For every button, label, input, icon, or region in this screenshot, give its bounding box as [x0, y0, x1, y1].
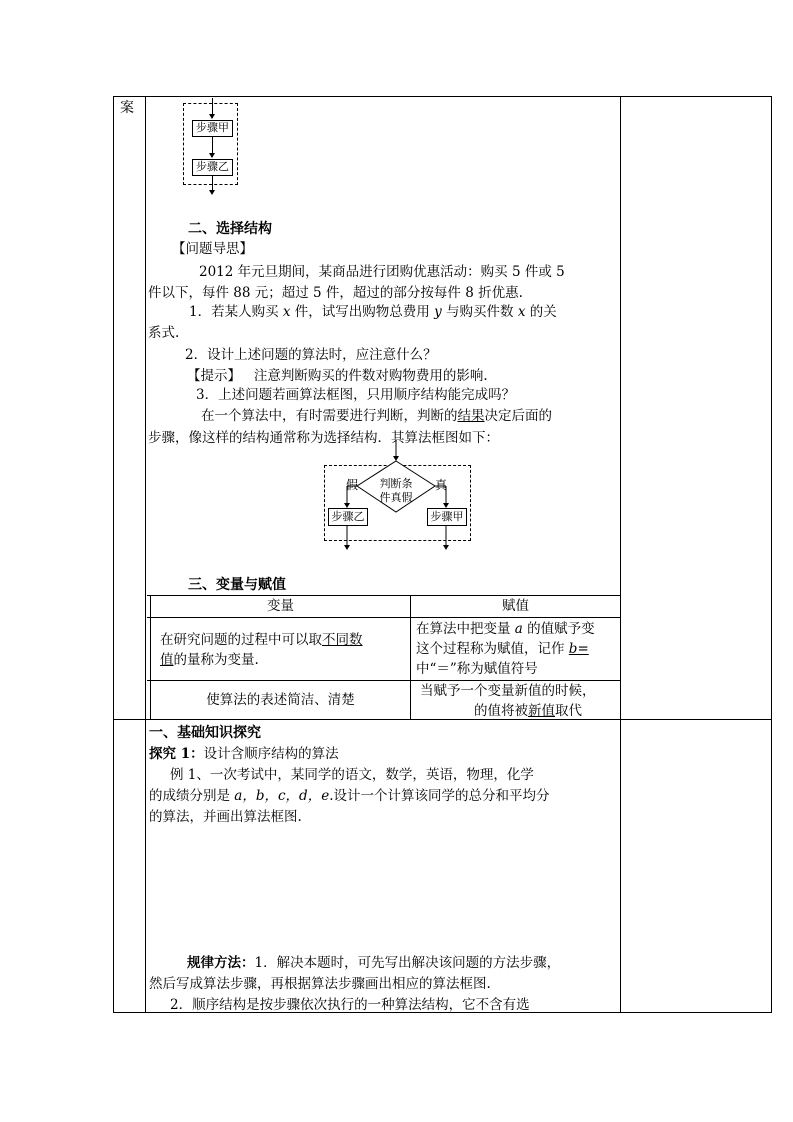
arrow-down-icon [209, 114, 215, 119]
text-span: 件，试写出购物总费用 [290, 304, 435, 320]
decision-line: 件真假 [379, 491, 413, 504]
rule-line: 然后写成算法步骤，再根据算法步骤画出相应的算法框图. [149, 976, 491, 992]
left-column-label: 案 [120, 100, 134, 116]
var-a: a [514, 621, 523, 637]
table-cell [411, 681, 620, 721]
underlined-text: 新值 [528, 703, 555, 719]
text-span: 的成绩分别是 [149, 788, 235, 804]
section-title-variables: 三、变量与赋值 [188, 577, 286, 593]
example-line: 例 1、一次考试中，某同学的语文，数学，英语，物理，化学 [170, 767, 534, 783]
var-x: x [517, 304, 526, 320]
problem-guide-label: 【问题导思】 [172, 241, 253, 257]
var-x: x [282, 304, 291, 320]
step-b-box: 步骤乙 [192, 159, 233, 176]
table-cell [416, 619, 620, 679]
text-span: 的值赋予变 [522, 621, 595, 637]
text-line: 当赋予一个变量新值的时候， [420, 683, 596, 699]
paragraph-line: 件以下，每件 88 元；超过 5 件，超过的部分按每件 8 折优惠. [148, 285, 523, 301]
table-cell [151, 630, 410, 670]
decision-line: 判断条 [379, 477, 413, 490]
paragraph-line: 2012 年元旦期间，某商品进行团购优惠活动：购买 5 件或 5 [199, 264, 565, 280]
underlined-text: b= [568, 641, 589, 657]
var-y: y [434, 304, 442, 320]
text-line: 中“＝”称为赋值符号 [416, 661, 538, 677]
text-span: 在一个算法中，有时需要进行判断，判断的 [201, 408, 458, 424]
text-span: 的量称为变量. [173, 652, 259, 668]
text-span: 在研究问题的过程中可以取 [160, 632, 322, 648]
rule-line: 2．顺序结构是按步骤依次执行的一种算法结构，它不含有选 [170, 997, 530, 1013]
explore-text: 设计含顺序结构的算法 [203, 746, 339, 762]
text-span: 的值将被 [474, 703, 528, 719]
question-1 [189, 303, 557, 321]
hint [187, 367, 488, 385]
question-1-cont: 系式. [148, 325, 180, 341]
text-span: 在算法中把变量 [416, 621, 515, 637]
selection-paragraph-cont: 步骤，像这样的结构通常称为选择结构．其算法框图如下： [148, 430, 499, 446]
step-a-box: 步骤甲 [192, 120, 233, 137]
explore-label: 探究 1： [149, 746, 204, 762]
example-line [149, 787, 549, 805]
step-a-box: 步骤甲 [427, 508, 467, 526]
arrow-down-icon [209, 153, 215, 158]
score-variables: a，b，c，d，e [234, 788, 330, 804]
arrow-down-icon [209, 190, 215, 195]
hint-text: 注意判断购买的件数对购物费用的影响. [253, 368, 488, 384]
hint-label: 【提示】 [187, 368, 241, 384]
true-branch-label: 真 [435, 478, 448, 492]
underlined-text: 不同数 [322, 632, 363, 648]
rule-method [187, 954, 560, 972]
underlined-text: 结果 [457, 408, 485, 424]
step-b-box: 步骤乙 [328, 508, 368, 526]
text-span: 这个过程称为赋值，记作 [416, 641, 569, 657]
text-span: 决定后面的 [484, 408, 552, 424]
decision-label [366, 477, 426, 505]
table-cell: 使算法的表述简洁、清楚 [206, 692, 355, 708]
explore-1 [149, 745, 339, 763]
text-span: 1．若某人购买 [189, 304, 283, 320]
table-header-variable: 变量 [267, 598, 294, 614]
section-title-selection: 二、选择结构 [188, 221, 272, 237]
text-span: 的关 [525, 304, 557, 320]
text-span: .设计一个计算该同学的总分和平均分 [329, 788, 550, 804]
text-span: 与购买件数 [441, 304, 518, 320]
text-span: 取代 [555, 703, 582, 719]
selection-paragraph [201, 407, 552, 425]
rule-text: 1．解决本题时，可先写出解决该问题的方法步骤， [254, 955, 561, 971]
rule-label: 规律方法： [187, 955, 255, 971]
example-line: 的算法，并画出算法框图. [149, 809, 302, 825]
question-2: 2．设计上述问题的算法时，应注意什么？ [185, 347, 437, 363]
underlined-text: 值 [160, 652, 174, 668]
false-branch-label: 假 [346, 478, 359, 492]
question-3: 3．上述问题若画算法框图，只用顺序结构能完成吗？ [196, 387, 516, 403]
section-title-basic-knowledge: 一、基础知识探究 [149, 725, 261, 741]
table-header-assignment: 赋值 [502, 598, 529, 614]
